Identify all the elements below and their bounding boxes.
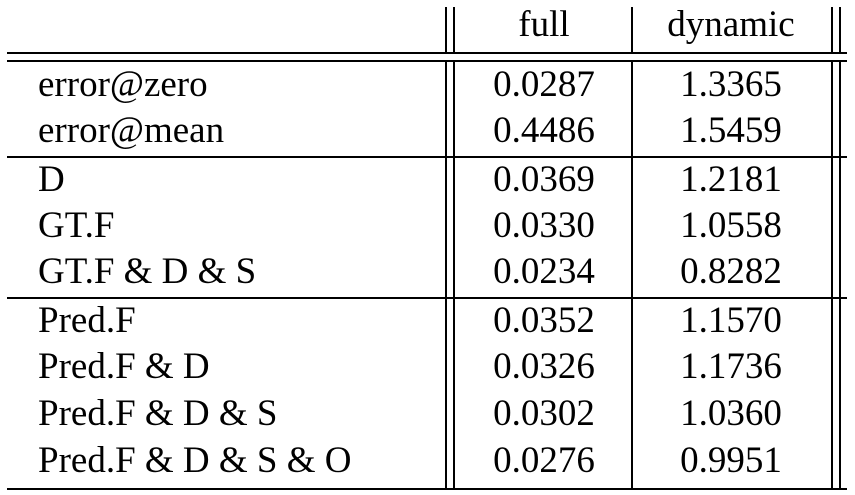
vrule-full-dynamic [631, 7, 633, 52]
cell-full: 0.0276 [493, 440, 595, 481]
row-label: Pred.F & D [38, 346, 210, 387]
header-rule-top [7, 52, 847, 54]
cell-dynamic: 1.1570 [680, 300, 782, 341]
cell-dynamic: 1.0360 [680, 393, 782, 434]
cell-full: 0.0330 [493, 205, 595, 246]
cell-dynamic: 1.3365 [680, 64, 782, 105]
row-label: error@zero [38, 64, 208, 105]
vrule-right-a [831, 7, 833, 52]
cell-dynamic: 0.8282 [680, 251, 782, 292]
vrule-body-label-a [445, 62, 447, 488]
vrule-body-right-a [831, 62, 833, 488]
column-header-full: full [518, 4, 570, 45]
vrule-label-left-b [453, 7, 455, 52]
cell-dynamic: 1.0558 [680, 205, 782, 246]
cell-full: 0.0287 [493, 64, 595, 105]
cell-full: 0.0326 [493, 346, 595, 387]
vrule-body-label-b [453, 62, 455, 488]
row-label: GT.F [38, 205, 115, 246]
cell-full: 0.0369 [493, 159, 595, 200]
vrule-body-right-b [839, 62, 841, 488]
cell-dynamic: 1.1736 [680, 346, 782, 387]
row-label: D [38, 159, 65, 200]
vrule-right-b [839, 7, 841, 52]
row-label: error@mean [38, 110, 225, 151]
cell-dynamic: 1.2181 [680, 159, 782, 200]
vrule-label-left-a [445, 7, 447, 52]
cell-dynamic: 1.5459 [680, 110, 782, 151]
row-label: GT.F & D & S [38, 251, 257, 292]
cell-full: 0.0352 [493, 300, 595, 341]
column-header-dynamic: dynamic [667, 4, 795, 45]
cell-full: 0.0302 [493, 393, 595, 434]
row-label: Pred.F [38, 300, 136, 341]
row-label: Pred.F & D & S [38, 393, 278, 434]
cell-full: 0.4486 [493, 110, 595, 151]
cell-dynamic: 0.9951 [680, 440, 782, 481]
cell-full: 0.0234 [493, 251, 595, 292]
table-bottom-rule [7, 488, 847, 490]
row-label: Pred.F & D & S & O [38, 440, 352, 481]
